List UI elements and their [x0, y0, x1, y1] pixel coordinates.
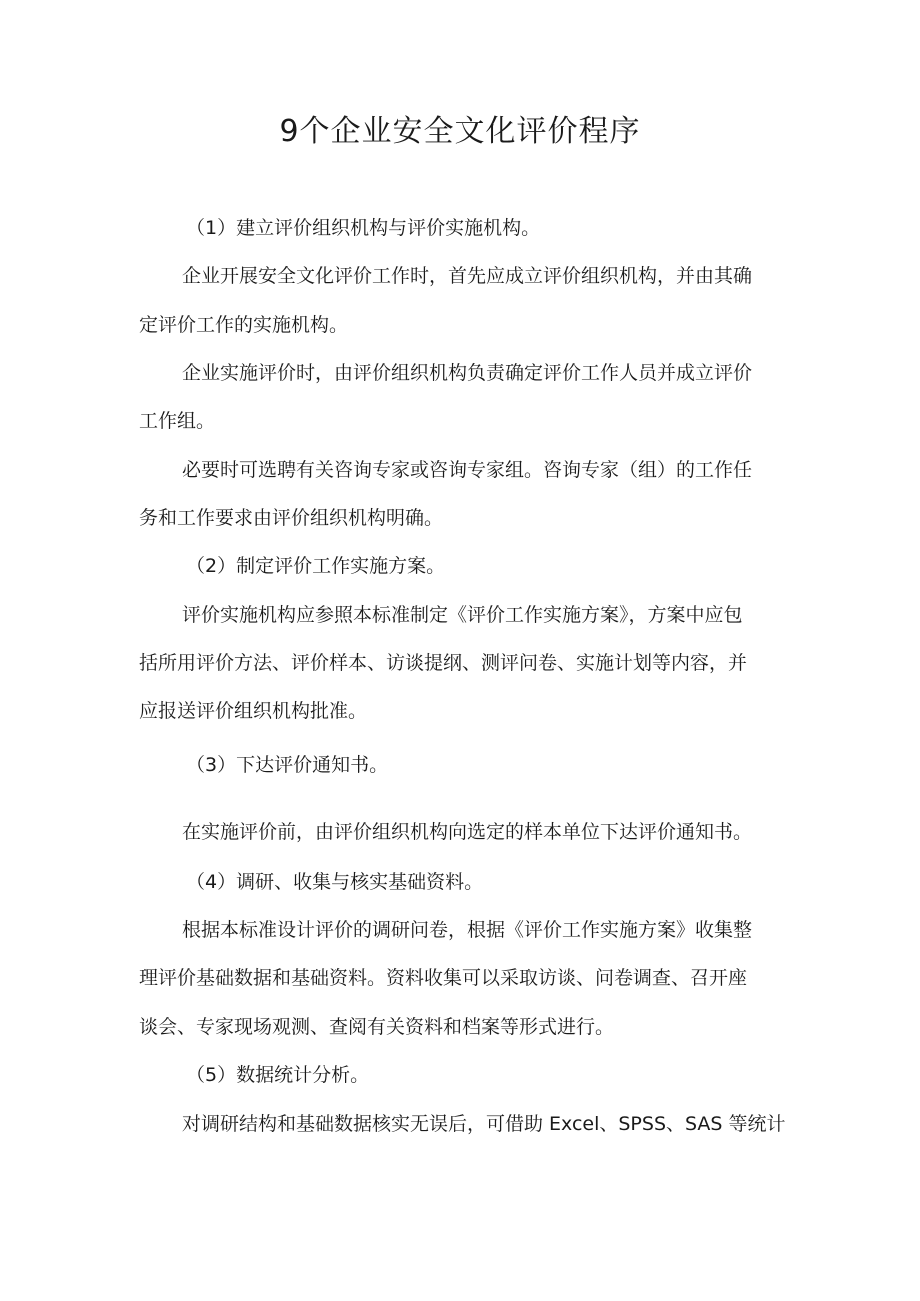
paragraph-line: 工作组。	[139, 410, 216, 432]
step-5-heading: （5）数据统计分析。	[186, 1064, 370, 1086]
paragraph-line: 在实施评价前，由评价组织机构向选定的样本单位下达评价通知书。	[182, 821, 753, 843]
paragraph-line: 谈会、专家现场观测、查阅有关资料和档案等形式进行。	[139, 1016, 615, 1038]
paragraph-line: 企业实施评价时，由评价组织机构负责确定评价工作人员并成立评价	[182, 362, 753, 384]
paragraph-line: 务和工作要求由评价组织机构明确。	[139, 507, 444, 529]
paragraph-line: 定评价工作的实施机构。	[139, 314, 349, 336]
step-4-heading: （4）调研、收集与核实基础资料。	[186, 871, 484, 893]
paragraph-line: 对调研结构和基础数据核实无误后，可借助 Excel、SPSS、SAS 等统计	[182, 1113, 786, 1135]
document-title: 9个企业安全文化评价程序	[279, 114, 641, 149]
paragraph-line: 应报送评价组织机构批准。	[139, 700, 368, 722]
step-1-heading: （1）建立评价组织机构与评价实施机构。	[186, 217, 541, 239]
paragraph-line: 必要时可选聘有关咨询专家或咨询专家组。咨询专家（组）的工作任	[182, 459, 753, 481]
step-3-heading: （3）下达评价通知书。	[186, 754, 389, 776]
paragraph-line: 根据本标准设计评价的调研问卷，根据《评价工作实施方案》收集整	[182, 919, 753, 941]
paragraph-line: 括所用评价方法、评价样本、访谈提纲、测评问卷、实施计划等内容，并	[139, 652, 748, 674]
step-2-heading: （2）制定评价工作实施方案。	[186, 555, 446, 577]
paragraph-line: 评价实施机构应参照本标准制定《评价工作实施方案》，方案中应包	[182, 604, 743, 626]
paragraph-line: 企业开展安全文化评价工作时，首先应成立评价组织机构，并由其确	[182, 265, 753, 287]
paragraph-line: 理评价基础数据和基础资料。资料收集可以采取访谈、问卷调查、召开座	[139, 967, 748, 989]
